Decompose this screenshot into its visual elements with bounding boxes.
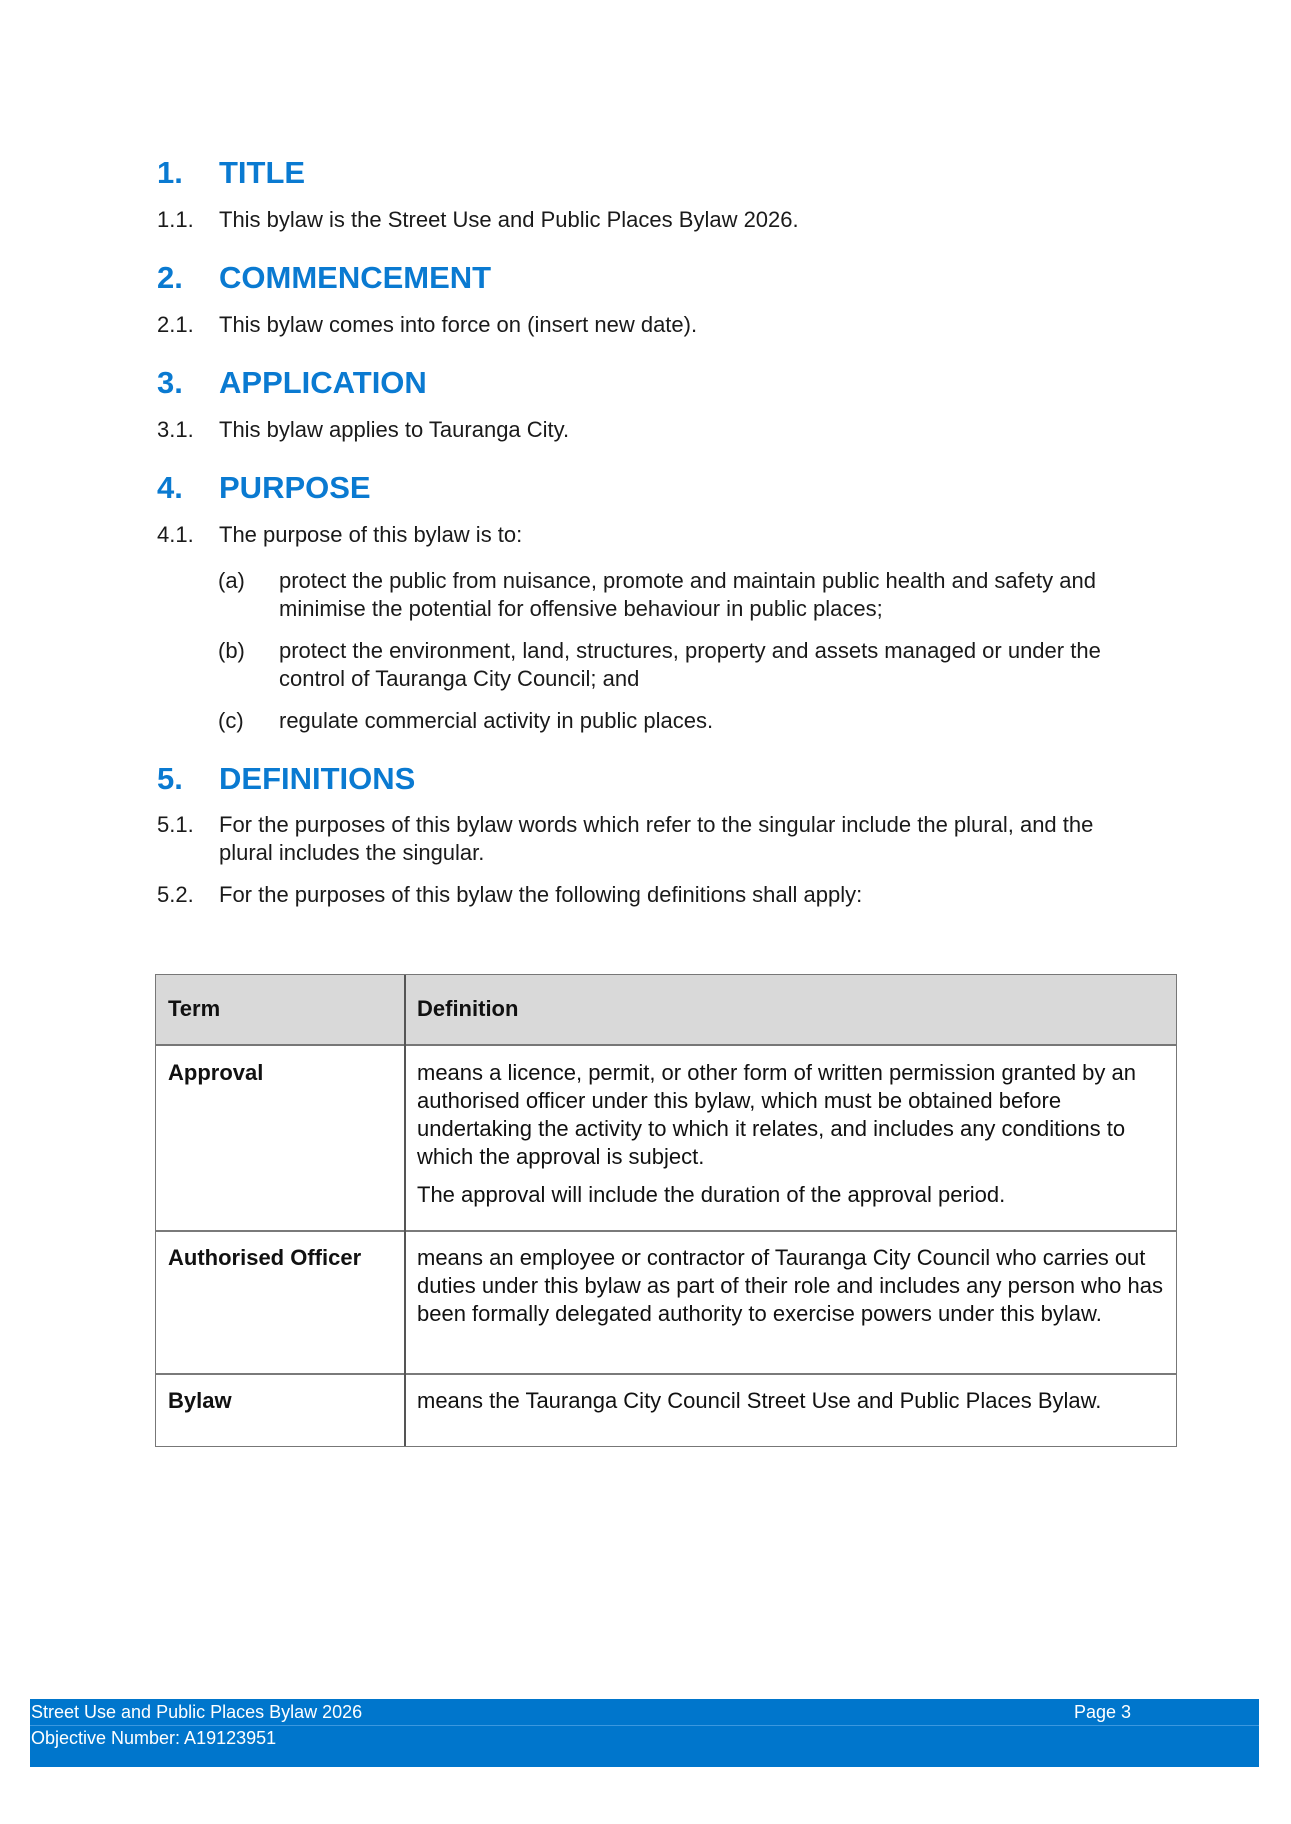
definition-paragraph: means the Tauranga City Council Street Use and Public Places Bylaw. bbox=[417, 1388, 1102, 1413]
definition-bylaw bbox=[417, 1387, 1169, 1425]
clause-text: For the purposes of this bylaw words which refer to the singular include the plural, and the plural includes the singular. bbox=[219, 812, 1094, 865]
clause-text: This bylaw is the Street Use and Public Places Bylaw 2026. bbox=[219, 207, 799, 232]
footer-objective-number: Objective Number: A19123951 bbox=[31, 1728, 277, 1748]
section-number: 1. bbox=[157, 155, 183, 190]
clause-number: 5.1. bbox=[157, 812, 194, 837]
section-title: TITLE bbox=[219, 155, 306, 190]
header-definition: Definition bbox=[417, 996, 519, 1021]
item-label: (b) bbox=[218, 638, 245, 663]
section-number: 4. bbox=[157, 470, 183, 505]
item-text: protect the public from nuisance, promote and maintain public health and safety and minimise the potential for offensive behaviour in public places; bbox=[279, 568, 1096, 621]
section-title: DEFINITIONS bbox=[219, 761, 416, 796]
header-term: Term bbox=[168, 996, 221, 1021]
clause-number: 1.1. bbox=[157, 207, 194, 232]
clause-text: For the purposes of this bylaw the following definitions shall apply: bbox=[219, 882, 863, 907]
term-approval: Approval bbox=[168, 1060, 264, 1085]
section-number: 2. bbox=[157, 260, 183, 295]
row-divider bbox=[156, 1373, 1176, 1375]
term-authorised-officer: Authorised Officer bbox=[168, 1245, 362, 1270]
definition-paragraph: means a licence, permit, or other form of written permission granted by an authorised officer under this bylaw, which must be obtained before undertaking the activity to which it relates, and includes any conditions to which the approval is subject. bbox=[417, 1060, 1136, 1169]
clause-number: 2.1. bbox=[157, 312, 194, 337]
clause-number: 3.1. bbox=[157, 417, 194, 442]
clause-text: This bylaw applies to Tauranga City. bbox=[219, 417, 570, 442]
row-divider bbox=[156, 1230, 1176, 1232]
page-footer bbox=[30, 1699, 1259, 1767]
definitions-table bbox=[155, 974, 1177, 1447]
section-title: APPLICATION bbox=[219, 365, 427, 400]
section-title: COMMENCEMENT bbox=[219, 260, 492, 295]
term-bylaw: Bylaw bbox=[168, 1388, 232, 1413]
item-label: (c) bbox=[218, 708, 244, 733]
section-title: PURPOSE bbox=[219, 470, 371, 505]
item-text: protect the environment, land, structures, property and assets managed or under the control of Tauranga City Council; and bbox=[279, 638, 1101, 691]
item-text: regulate commercial activity in public places. bbox=[279, 708, 714, 733]
clause-number: 5.2. bbox=[157, 882, 194, 907]
clause-text: This bylaw comes into force on (insert new date). bbox=[219, 312, 698, 337]
section-number: 3. bbox=[157, 365, 183, 400]
clause-text: The purpose of this bylaw is to: bbox=[219, 522, 523, 547]
definition-paragraph: means an employee or contractor of Tauranga City Council who carries out duties under this bylaw as part of their role and includes any person who has been formally delegated authority to exercise powers under this bylaw. bbox=[417, 1245, 1163, 1326]
footer-divider bbox=[30, 1725, 1259, 1726]
clause-number: 4.1. bbox=[157, 522, 194, 547]
column-divider bbox=[404, 975, 406, 1446]
footer-page-number: Page 3 bbox=[1074, 1702, 1132, 1722]
item-label: (a) bbox=[218, 568, 245, 593]
definition-approval bbox=[417, 1059, 1169, 1219]
footer-document-title: Street Use and Public Places Bylaw 2026 bbox=[31, 1702, 363, 1722]
definition-paragraph: The approval will include the duration of the approval period. bbox=[417, 1182, 1006, 1207]
section-number: 5. bbox=[157, 761, 183, 796]
definition-authorised-officer bbox=[417, 1244, 1169, 1338]
